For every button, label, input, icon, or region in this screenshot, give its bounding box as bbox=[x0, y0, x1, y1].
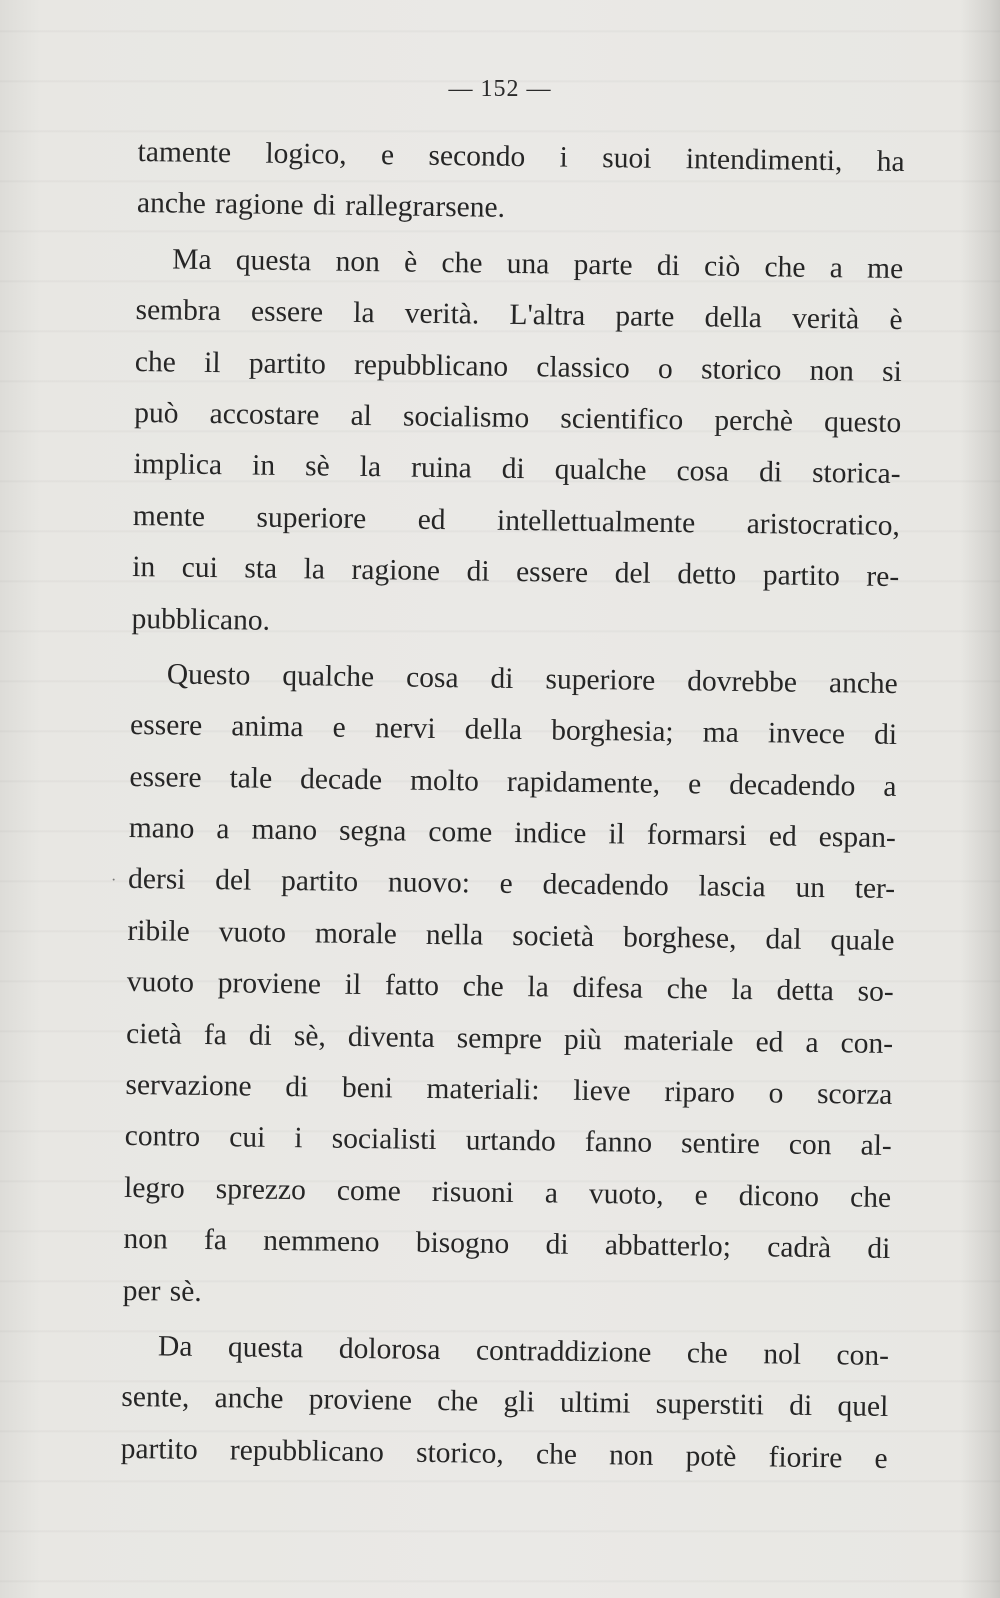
text-line: Questo qualche cosa di superiore dovrebbe anche bbox=[166, 658, 898, 700]
text-line: mente superiore ed intellettualmente aristocratico, bbox=[132, 499, 901, 542]
text-line: partito repubblicano storico, che non potè fiorire e bbox=[120, 1432, 888, 1475]
text-line: servazione di beni materiali: lieve riparo o scorza bbox=[125, 1068, 893, 1111]
text-line: può accostare al socialismo scientifico perchè questo bbox=[134, 396, 902, 439]
text-line: contro cui i socialisti urtando fanno sentire con al- bbox=[124, 1120, 892, 1163]
body-text bbox=[120, 127, 905, 1485]
text-line: essere anima e nervi della borghesia; ma invece di bbox=[129, 709, 898, 752]
paragraph bbox=[122, 649, 898, 1327]
paragraph bbox=[131, 234, 903, 655]
page-number: — 152 — bbox=[448, 76, 552, 102]
text-line: dersi del partito nuovo: e decadendo lascia un ter- bbox=[127, 863, 896, 906]
text-line: pubblicano. bbox=[131, 602, 271, 637]
paragraph bbox=[137, 127, 905, 240]
text-line: non fa nemmeno bisogno di abbatterlo; cadrà di bbox=[123, 1223, 891, 1266]
text-line: sente, anche proviene che gli ultimi superstiti di quel bbox=[121, 1381, 889, 1424]
text-line: in cui sta la ragione di essere del detto partito re- bbox=[132, 551, 900, 594]
text-line: Da questa dolorosa contraddizione che nol con- bbox=[157, 1330, 890, 1372]
text-line: tamente logico, e secondo i suoi intendimenti, ha bbox=[137, 135, 905, 179]
margin-mark: · bbox=[111, 872, 117, 889]
text-line: ribile vuoto morale nella società borghese, dal quale bbox=[127, 914, 895, 957]
text-line: che il partito repubblicano classico o storico non si bbox=[134, 345, 903, 388]
text-line: sembra essere la verità. L'altra parte della verità è bbox=[135, 294, 903, 337]
text-line: essere tale decade molto rapidamente, e decadendo a bbox=[129, 760, 897, 803]
text-line: per sè. bbox=[122, 1274, 202, 1308]
text-line: vuoto proviene il fatto che la difesa che la detta so- bbox=[126, 966, 894, 1009]
text-line: Ma questa non è che una parte di ciò che a me bbox=[172, 243, 904, 285]
text-line: mano a mano segna come indice il formarsi ed espan- bbox=[128, 812, 896, 855]
text-line: implica in sè la ruina di qualche cosa di storica- bbox=[133, 448, 901, 491]
text-line: cietà fa di sè, diventa sempre più materiale ed a con- bbox=[125, 1017, 894, 1060]
text-line: anche ragione di rallegrarsene. bbox=[136, 187, 506, 225]
text-line: legro sprezzo come risuoni a vuoto, e dicono che bbox=[123, 1171, 892, 1214]
paragraph bbox=[120, 1321, 889, 1485]
